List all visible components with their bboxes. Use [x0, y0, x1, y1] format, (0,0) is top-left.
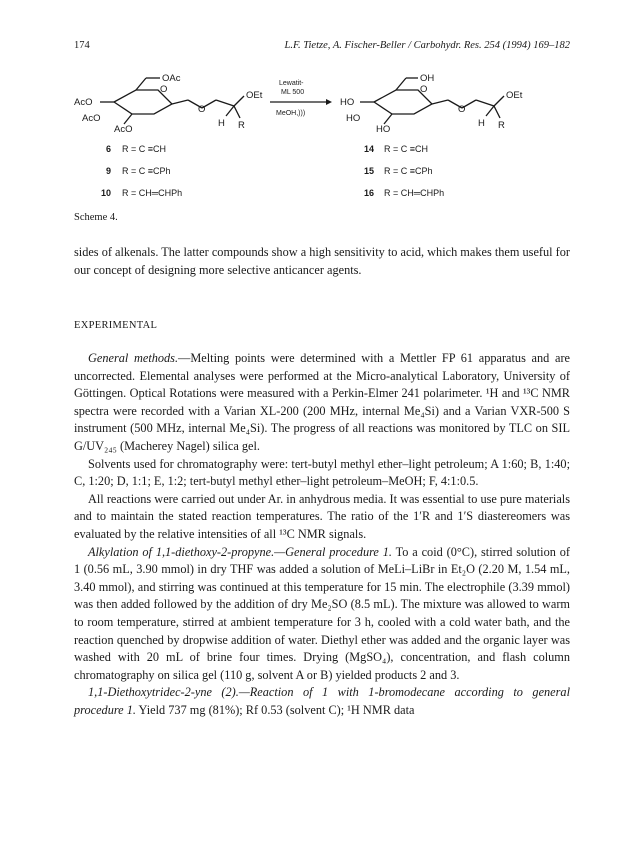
left-aco-label-1: AcO	[74, 97, 93, 108]
compound-number: 16	[364, 188, 375, 198]
right-glycosidic-oxygen: O	[458, 104, 466, 115]
alkylation-title: Alkylation of 1,1-diethoxy-2-propyne.—General procedure 1.	[88, 544, 392, 559]
scheme-4-diagram	[74, 60, 584, 240]
reactions-paragraph: All reactions were carried out under Ar. in anhydrous media. It was essential to use pure materials and to maintain the stated reaction temperatures. The ratio of the 1′R and 1′S diastereomers was evaluated by the relative intensities of all ¹³C NMR signals.	[74, 491, 570, 541]
experimental-body	[74, 350, 570, 719]
intro-text: sides of alkenals. The latter compounds show a high sensitivity to acid, which makes them useful for our concept of designing more selective anticancer agents.	[74, 245, 570, 277]
left-r-label: R	[238, 120, 245, 131]
diethoxytridecyne-paragraph	[74, 684, 570, 719]
intro-paragraph	[74, 244, 570, 279]
reagent-line-2: ML 500	[281, 89, 305, 96]
compound-number: 10	[101, 188, 112, 198]
left-oac-label: OAc	[162, 73, 181, 84]
compound-definition: R = C ≡CH	[122, 144, 167, 154]
left-oet-label: OEt	[246, 90, 263, 101]
right-oet-label: OEt	[506, 90, 523, 101]
alkylation-paragraph	[74, 544, 570, 685]
compound-number: 15	[364, 166, 375, 176]
right-ho-label-2: HO	[346, 113, 361, 124]
section-heading: EXPERIMENTAL	[74, 320, 158, 331]
left-ring-oxygen: O	[160, 84, 168, 95]
reagent-line-3: MeOH,)))	[276, 110, 306, 117]
scheme-caption: Scheme 4.	[74, 212, 118, 223]
compound-number: 9	[106, 166, 112, 176]
compound-number: 14	[364, 144, 375, 154]
right-ring-oxygen: O	[420, 84, 428, 95]
right-ho-label-1: HO	[340, 97, 355, 108]
compound-definition: R = C ≡CH	[384, 144, 429, 154]
general-methods-paragraph	[74, 350, 570, 456]
right-ho-label-3: HO	[376, 124, 391, 135]
reagent-line-1: Lewatit-	[279, 80, 304, 87]
alkylation-text: To a coid (0°C), stirred solution of 1 (0.56 mL, 3.90 mmol) in dry THF was added a solution of MeLi–LiBr in Et₂O (2.20 M, 1.54 mL, 3.40 mmol), and stirring was continued at this temperature for 15 min. The electrophile (3.39 mmol) was then added followed by the addition of dry Me₂SO (8.5 mL). The mixture was allowed to warm to room temperature, stirred at ambient temperature for 3 h, cooled with a cold water bath, and the reaction quenched by dropwise addition of water. Diethyl ether was added and the organic layer was washed with 20 mL of brine four times. Drying (MgSO₄), concentration, and flash column chromatography on silica gel (110 g, solvent A or B) yielded products 2 and 3.	[74, 544, 570, 682]
left-h-label: H	[218, 118, 225, 129]
reaction-arrowhead	[326, 99, 332, 105]
left-aco-label-2: AcO	[82, 113, 101, 124]
solvents-paragraph: Solvents used for chromatography were: tert-butyl methyl ether–light petroleum; A 1:60; B, 1:40; C, 1:20; D, 1:1; E, 1:2; tert-butyl methyl ether–light petroleum–MeOH; F, 4:1:0.5.	[74, 456, 570, 489]
general-methods-text: —Melting points were determined with a Mettler FP 61 apparatus and are uncorrected. Elemental analyses were performed at the Micro-analytical Laboratory, University of Göttingen. Optical Rotations were measured with a Perkin-Elmer 241 polarimeter. ¹H and ¹³C NMR spectra were recorded with a Varian XL-200 (200 MHz, internal Me₄Si) and a Varian VXR-500 S instrument (500 MHz, internal Me₄Si). The progress of all reactions was monitored by TLC on SIL G/UV₂₄₅ (Macherey Nagel) silica gel.	[74, 351, 570, 453]
left-glycosidic-oxygen: O	[198, 104, 206, 115]
running-header	[74, 40, 570, 56]
right-r-label: R	[498, 120, 505, 131]
compound-number: 6	[106, 144, 112, 154]
compound-definition: R = CH═CHPh	[122, 188, 183, 198]
page-number: 174	[74, 40, 90, 51]
right-h-label: H	[478, 118, 485, 129]
compound-definition: R = C ≡CPh	[122, 166, 171, 176]
running-title: L.F. Tietze, A. Fischer-Beller / Carbohydr. Res. 254 (1994) 169–182	[284, 40, 570, 51]
right-oh-label: OH	[420, 73, 435, 84]
left-aco-label-3: AcO	[114, 124, 133, 135]
diethoxytridecyne-text: Yield 737 mg (81%); Rf 0.53 (solvent C); ¹H NMR data	[135, 702, 415, 717]
compound-definition: R = CH═CHPh	[384, 188, 445, 198]
compound-definition: R = C ≡CPh	[384, 166, 433, 176]
diethoxytridecyne-title: 1,1-Diethoxytridec-2-yne (2).—Reaction of 1 with 1-bromodecane according to general procedure 1.	[74, 685, 570, 717]
general-methods-title: General methods.	[88, 351, 179, 365]
